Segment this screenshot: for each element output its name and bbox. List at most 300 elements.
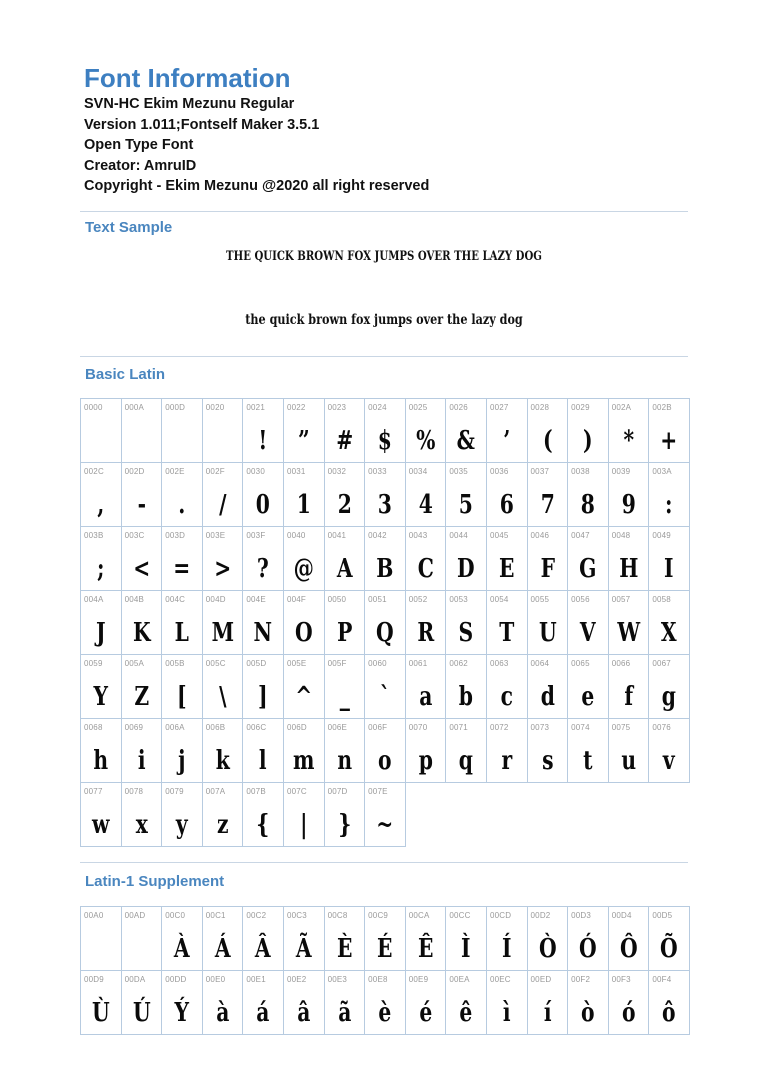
codepoint-label: 0028: [530, 403, 550, 412]
codepoint-label: 007A: [205, 787, 226, 796]
glyph-cell: [406, 971, 447, 1035]
codepoint-label: 002C: [84, 467, 104, 476]
glyph-sample: !: [258, 426, 268, 456]
codepoint-label: 0049: [652, 531, 671, 540]
codepoint-label: 0053: [449, 595, 468, 604]
glyph-cell: [162, 971, 203, 1035]
codepoint-label: 00C8: [327, 911, 348, 920]
glyph-cell: [162, 655, 203, 719]
codepoint-label: 0040: [286, 531, 306, 540]
glyph-sample: Õ: [660, 934, 678, 964]
glyph-cell: [203, 527, 244, 591]
codepoint-label: 00C9: [368, 911, 389, 920]
glyph-cell: [325, 527, 366, 591]
codepoint-label: 005F: [327, 659, 347, 668]
glyph-sample: (: [542, 426, 553, 456]
glyph-sample: g: [662, 682, 677, 712]
glyph-sample: =: [173, 554, 191, 584]
glyph-cell: [243, 399, 284, 463]
glyph-cell: [162, 783, 203, 847]
glyph-cell: [406, 463, 447, 527]
codepoint-label: 0036: [489, 467, 509, 476]
glyph-sample: 9: [621, 490, 636, 520]
glyph-sample: u: [621, 746, 636, 776]
glyph-sample: @: [293, 554, 314, 584]
glyph-cell: [162, 463, 203, 527]
codepoint-label: 0067: [652, 659, 671, 668]
codepoint-label: 0078: [124, 787, 144, 796]
glyph-cell: [162, 907, 203, 971]
glyph-sample: M: [211, 618, 234, 648]
codepoint-label: 002D: [124, 467, 145, 476]
glyph-cell: [284, 399, 325, 463]
codepoint-label: 003C: [124, 531, 145, 540]
glyph-sample: ò: [581, 998, 595, 1028]
codepoint-label: 0038: [571, 467, 590, 476]
glyph-cell: [487, 655, 528, 719]
page-title: Font Information: [84, 63, 291, 93]
glyph-cell: [81, 399, 122, 463]
glyph-sample: p: [418, 746, 433, 776]
glyph-sample: i: [137, 746, 146, 776]
glyph-cell: [568, 463, 609, 527]
glyph-sample: Ì: [461, 934, 471, 964]
codepoint-label: 0030: [246, 467, 265, 476]
glyph-sample: t: [583, 746, 593, 776]
codepoint-label: 0035: [449, 467, 468, 476]
codepoint-label: 0058: [652, 595, 671, 604]
glyph-cell: [609, 399, 650, 463]
glyph-cell: [284, 971, 325, 1035]
glyph-sample: h: [93, 746, 109, 776]
glyph-cell: [243, 655, 284, 719]
codepoint-label: 0054: [489, 595, 509, 604]
codepoint-label: 004D: [205, 595, 226, 604]
codepoint-label: 004A: [84, 595, 104, 604]
glyph-sample: n: [336, 746, 352, 776]
glyph-cell: [528, 719, 569, 783]
codepoint-label: 0023: [327, 403, 347, 412]
codepoint-label: 00E3: [327, 975, 348, 984]
codepoint-label: 0034: [408, 467, 428, 476]
glyph-cell: [446, 971, 487, 1035]
codepoint-label: 004F: [286, 595, 307, 604]
codepoint-label: 004E: [246, 595, 266, 604]
glyph-cell: [406, 399, 447, 463]
glyph-sample: W: [617, 618, 640, 648]
glyph-cell: [649, 907, 690, 971]
glyph-sample: F: [540, 554, 555, 584]
codepoint-label: 00D4: [611, 911, 632, 920]
codepoint-label: 0039: [611, 467, 631, 476]
glyph-cell: [122, 719, 163, 783]
glyph-cell: [528, 971, 569, 1035]
glyph-cell: [649, 591, 690, 655]
glyph-cell: [365, 783, 406, 847]
codepoint-label: 0042: [368, 531, 387, 540]
glyph-sample: D: [457, 554, 475, 584]
glyph-sample: 2: [337, 490, 352, 520]
glyph-cell: [284, 783, 325, 847]
glyph-sample: &: [456, 426, 476, 456]
codepoint-label: 0079: [165, 787, 184, 796]
glyph-cell: [325, 783, 366, 847]
codepoint-label: 003D: [165, 531, 186, 540]
codepoint-label: 0052: [408, 595, 428, 604]
glyph-cell: [365, 591, 406, 655]
glyph-cell: [243, 783, 284, 847]
glyph-cell: [365, 719, 406, 783]
glyph-cell: [122, 399, 163, 463]
codepoint-label: 007D: [327, 787, 348, 796]
font-info-block: [84, 62, 688, 197]
glyph-sample: Q: [376, 618, 394, 648]
glyph-cell: [203, 719, 244, 783]
divider: [80, 211, 688, 212]
codepoint-label: 0069: [124, 723, 144, 732]
glyph-sample: ã: [337, 998, 351, 1028]
glyph-sample: â: [297, 998, 311, 1028]
glyph-cell: [649, 527, 690, 591]
divider: [80, 862, 688, 863]
glyph-sample: +: [660, 426, 678, 456]
glyph-sample: j: [178, 746, 186, 776]
glyph-cell: [487, 591, 528, 655]
codepoint-label: 0073: [530, 723, 550, 732]
glyph-cell: [162, 591, 203, 655]
codepoint-label: 005E: [286, 659, 307, 668]
codepoint-label: 0022: [286, 403, 306, 412]
glyph-cell: [81, 783, 122, 847]
glyph-cell: [487, 907, 528, 971]
glyph-sample: 5: [459, 490, 474, 520]
glyph-cell: [81, 527, 122, 591]
glyph-sample: k: [215, 746, 230, 776]
codepoint-label: 0075: [611, 723, 631, 732]
glyph-cell: [649, 655, 690, 719]
codepoint-label: 00EA: [449, 975, 470, 984]
font-creator: Creator: AmruID: [84, 157, 197, 174]
glyph-cell: [325, 719, 366, 783]
codepoint-label: 00A0: [84, 911, 104, 920]
glyph-sample: 8: [580, 490, 595, 520]
glyph-sample: 7: [540, 490, 555, 520]
codepoint-label: 00C3: [286, 911, 307, 920]
glyph-sample: í: [543, 998, 552, 1028]
glyph-sample: x: [135, 810, 148, 840]
glyph-sample: d: [540, 682, 555, 712]
codepoint-label: 00F3: [611, 975, 631, 984]
codepoint-label: 000A: [124, 403, 145, 412]
codepoint-label: 00EC: [489, 975, 511, 984]
glyph-sample: Ò: [538, 934, 557, 964]
codepoint-label: 0027: [489, 403, 509, 412]
glyph-sample: E: [498, 554, 515, 584]
glyph-sample: 0: [256, 490, 271, 520]
codepoint-label: 000D: [165, 403, 186, 412]
glyph-cell: [365, 655, 406, 719]
glyph-cell: [528, 399, 569, 463]
codepoint-label: 00CC: [449, 911, 471, 920]
glyph-cell: [528, 463, 569, 527]
glyph-sample: o: [378, 746, 392, 776]
codepoint-label: 0064: [530, 659, 550, 668]
glyph-cell: [568, 527, 609, 591]
codepoint-label: 005A: [124, 659, 145, 668]
glyph-sample: 4: [418, 490, 433, 520]
glyph-sample: ô: [662, 998, 676, 1028]
glyph-cell: [284, 527, 325, 591]
glyph-sample: 3: [377, 490, 393, 520]
glyph-sample: >: [214, 554, 232, 584]
codepoint-label: 00AD: [124, 911, 146, 920]
glyph-sample: a: [418, 682, 433, 712]
glyph-cell: [446, 719, 487, 783]
glyph-sample: C: [417, 554, 434, 584]
glyph-cell: [487, 719, 528, 783]
glyph-cell: [162, 719, 203, 783]
glyph-cell: [487, 527, 528, 591]
glyph-sample: ê: [459, 998, 473, 1028]
glyph-sample: m: [293, 746, 315, 776]
divider: [80, 356, 688, 357]
glyph-cell: [284, 719, 325, 783]
glyph-cell: [203, 655, 244, 719]
glyph-cell: [243, 971, 284, 1035]
glyph-sample: -: [137, 490, 146, 520]
glyph-cell: [325, 399, 366, 463]
codepoint-label: 003F: [246, 531, 266, 540]
glyph-cell: [487, 463, 528, 527]
glyph-cell: [568, 655, 609, 719]
codepoint-label: 00E1: [246, 975, 266, 984]
sample-lowercase: the quick brown fox jumps over the lazy dog: [245, 312, 523, 328]
glyph-cell: [81, 463, 122, 527]
codepoint-label: 004B: [124, 595, 145, 604]
glyph-sample: S: [458, 618, 474, 648]
codepoint-label: 00D2: [530, 911, 551, 920]
glyph-cell: [243, 527, 284, 591]
glyph-cell: [609, 971, 650, 1035]
codepoint-label: 005C: [205, 659, 226, 668]
glyph-sample: q: [459, 746, 474, 776]
codepoint-label: 007E: [368, 787, 388, 796]
glyph-cell: [284, 907, 325, 971]
codepoint-label: 007B: [246, 787, 266, 796]
glyph-cell: [365, 527, 406, 591]
font-copyright: Copyright - Ekim Mezunu @2020 all right reserved: [84, 178, 430, 194]
text-sample-heading: Text Sample: [85, 219, 173, 236]
glyph-sample: T: [499, 618, 515, 648]
codepoint-label: 0037: [530, 467, 550, 476]
glyph-sample: c: [500, 682, 513, 712]
codepoint-label: 00E2: [286, 975, 307, 984]
glyph-sample: l: [259, 746, 268, 776]
glyph-cell: [568, 591, 609, 655]
glyph-sample: É: [377, 934, 393, 964]
glyph-sample: K: [132, 618, 151, 648]
glyph-cell: [81, 907, 122, 971]
codepoint-label: 00CA: [408, 911, 430, 920]
glyph-sample: G: [579, 554, 597, 584]
glyph-sample: [: [177, 682, 187, 712]
codepoint-label: 0066: [611, 659, 631, 668]
glyph-cell: [122, 463, 163, 527]
glyph-cell: [325, 971, 366, 1035]
glyph-sample: J: [95, 618, 106, 648]
glyph-cell: [528, 591, 569, 655]
glyph-cell: [609, 719, 650, 783]
codepoint-label: 006A: [165, 723, 185, 732]
glyph-cell: [284, 591, 325, 655]
glyph-cell: [406, 655, 447, 719]
latin1-grid: [80, 906, 690, 1035]
codepoint-label: 00E9: [408, 975, 429, 984]
glyph-cell: [487, 971, 528, 1035]
sample-uppercase: THE QUICK BROWN FOX JUMPS OVER THE LAZY DOG: [226, 249, 542, 264]
glyph-cell: [122, 527, 163, 591]
glyph-sample: f: [624, 682, 633, 712]
glyph-cell: [406, 591, 447, 655]
codepoint-label: 0031: [286, 467, 306, 476]
codepoint-label: 0051: [368, 595, 387, 604]
glyph-cell: [446, 591, 487, 655]
latin1-heading: Latin-1 Supplement: [85, 873, 225, 890]
glyph-sample: H: [618, 554, 639, 584]
glyph-sample: ó: [621, 998, 636, 1028]
glyph-sample: %: [415, 426, 436, 456]
codepoint-label: 00C1: [205, 911, 226, 920]
codepoint-label: 002F: [205, 467, 225, 476]
glyph-cell: [122, 655, 163, 719]
glyph-cell: [122, 971, 163, 1035]
glyph-cell: [528, 655, 569, 719]
glyph-sample: ,: [97, 490, 105, 520]
glyph-cell: [609, 463, 650, 527]
glyph-cell: [81, 591, 122, 655]
glyph-sample: :: [665, 490, 673, 520]
glyph-sample: z: [216, 810, 229, 840]
font-type: Open Type Font: [84, 137, 194, 153]
glyph-cell: [243, 591, 284, 655]
glyph-cell: [284, 655, 325, 719]
glyph-sample: è: [378, 998, 392, 1028]
codepoint-label: 00CD: [489, 911, 512, 920]
codepoint-label: 00F4: [652, 975, 672, 984]
glyph-sample: #: [335, 426, 353, 456]
glyph-sample: Ú: [132, 998, 151, 1028]
glyph-sample: È: [336, 934, 353, 964]
glyph-sample: O: [294, 618, 313, 648]
glyph-sample: 6: [499, 490, 514, 520]
codepoint-label: 002E: [165, 467, 185, 476]
glyph-cell: [365, 463, 406, 527]
codepoint-label: 0055: [530, 595, 550, 604]
basic-latin-grid: [80, 398, 690, 847]
glyph-sample: ’: [503, 426, 511, 456]
codepoint-label: 0029: [571, 403, 590, 412]
glyph-cell: [162, 399, 203, 463]
glyph-cell: [406, 907, 447, 971]
codepoint-label: 00C0: [165, 911, 186, 920]
codepoint-label: 00E8: [368, 975, 388, 984]
glyph-sample: ?: [257, 554, 270, 584]
glyph-sample: Â: [255, 934, 272, 964]
codepoint-label: 00D5: [652, 911, 673, 920]
codepoint-label: 003E: [205, 531, 226, 540]
glyph-sample: á: [256, 998, 270, 1028]
glyph-sample: ì: [502, 998, 511, 1028]
codepoint-label: 006F: [368, 723, 388, 732]
glyph-cell: [81, 971, 122, 1035]
glyph-cell: [243, 907, 284, 971]
glyph-sample: P: [336, 618, 352, 648]
codepoint-label: 0024: [368, 403, 387, 412]
codepoint-label: 0057: [611, 595, 631, 604]
glyph-cell: [203, 783, 244, 847]
codepoint-label: 0021: [246, 403, 265, 412]
glyph-cell: [649, 971, 690, 1035]
codepoint-label: 006D: [286, 723, 307, 732]
codepoint-label: 002B: [652, 403, 672, 412]
codepoint-label: 0041: [327, 531, 347, 540]
glyph-sample: <: [132, 554, 150, 584]
glyph-sample: 1: [296, 490, 311, 520]
codepoint-label: 0077: [84, 787, 103, 796]
glyph-cell: [325, 655, 366, 719]
font-name: SVN-HC Ekim Mezunu Regular: [84, 96, 295, 112]
glyph-sample: Í: [501, 934, 512, 964]
codepoint-label: 00F2: [571, 975, 591, 984]
codepoint-label: 003A: [652, 467, 672, 476]
codepoint-label: 0068: [84, 723, 103, 732]
glyph-cell: [122, 783, 163, 847]
codepoint-label: 0062: [449, 659, 468, 668]
codepoint-label: 0048: [611, 531, 631, 540]
codepoint-label: 0044: [449, 531, 468, 540]
glyph-sample: I: [664, 554, 674, 584]
codepoint-label: 002A: [611, 403, 632, 412]
glyph-cell: [365, 907, 406, 971]
glyph-sample: r: [501, 746, 513, 776]
glyph-cell: [81, 719, 122, 783]
codepoint-label: 0063: [489, 659, 509, 668]
glyph-sample: L: [174, 618, 190, 648]
glyph-sample: Á: [214, 934, 231, 964]
glyph-cell: [487, 399, 528, 463]
glyph-sample: {: [256, 810, 270, 840]
glyph-cell: [649, 463, 690, 527]
glyph-cell: [243, 719, 284, 783]
glyph-sample: N: [253, 618, 273, 648]
glyph-sample: s: [541, 746, 554, 776]
codepoint-label: 0050: [327, 595, 347, 604]
glyph-sample: b: [459, 682, 474, 712]
glyph-sample: A: [336, 554, 353, 584]
codepoint-label: 0045: [489, 531, 509, 540]
glyph-sample: À: [174, 934, 190, 964]
glyph-sample: B: [376, 554, 394, 584]
glyph-cell: [649, 399, 690, 463]
glyph-sample: `: [379, 682, 391, 712]
codepoint-label: 0020: [205, 403, 225, 412]
codepoint-label: 006C: [246, 723, 267, 732]
codepoint-label: 0065: [571, 659, 590, 668]
codepoint-label: 0061: [408, 659, 428, 668]
codepoint-label: 0059: [84, 659, 103, 668]
codepoint-label: 0047: [571, 531, 590, 540]
glyph-sample: e: [581, 682, 595, 712]
